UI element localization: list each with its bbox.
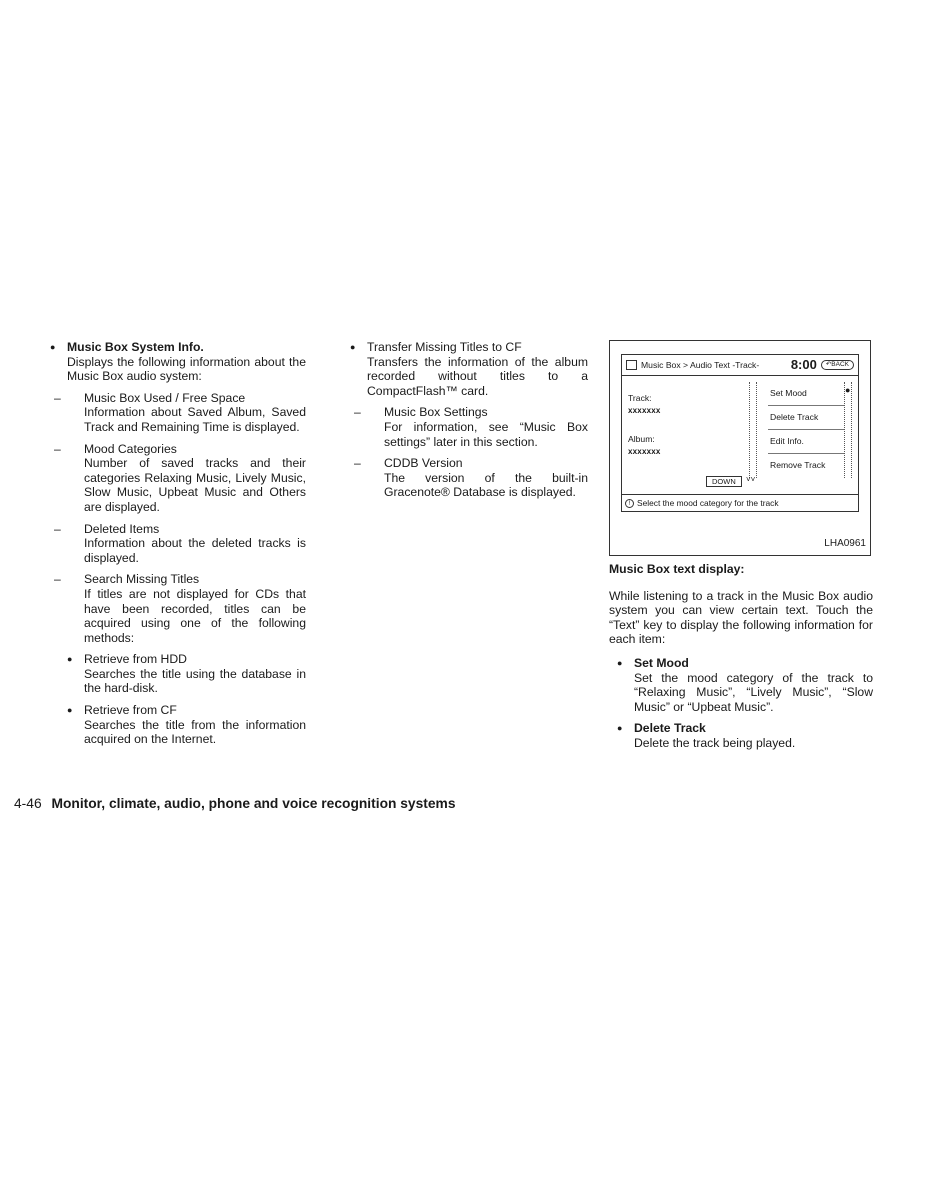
dash-mark: – [54, 390, 61, 405]
screen-menu [768, 382, 844, 477]
page-footer [14, 797, 456, 812]
dash-item-desc: The version of the built-in Gracenote® Database is displayed. [384, 470, 588, 500]
dash-item-desc: For information, see “Music Box settings” later in this section. [384, 419, 588, 449]
track-info [628, 393, 661, 460]
album-label: Album: [628, 434, 655, 444]
sub-bullet-desc: Searches the title using the database in the hard-disk. [84, 666, 306, 696]
figure-code: LHA0961 [824, 538, 866, 550]
page-number: 4-46 [14, 796, 42, 811]
scroll-divider [749, 382, 757, 478]
bullet-desc: Set the mood category of the track to “Relaxing Music”, “Lively Music”, “Slow Music” or “Upbeat Music”. [634, 670, 873, 714]
info-icon: ! [625, 499, 634, 508]
sub-bullet-desc: Searches the title from the information acquired on the Internet. [84, 717, 306, 747]
double-chevron-down-icon: ˅˅ [746, 475, 756, 484]
music-box-screen-figure [609, 340, 871, 556]
menu-item-delete-track[interactable]: Delete Track [768, 406, 844, 430]
menu-scrollbar[interactable] [844, 382, 852, 478]
system-info-desc: Displays the following information about the Music Box audio system: [67, 354, 306, 384]
music-box-icon [626, 360, 637, 370]
dash-item-used-free-space [50, 391, 306, 435]
status-text: Select the mood category for the track [637, 498, 779, 508]
dash-item-desc: Information about the deleted tracks is displayed. [84, 536, 306, 565]
screen-title: Music Box > Audio Text -Track- [641, 360, 760, 370]
down-button[interactable]: DOWN [706, 476, 742, 487]
bullet-desc: Delete the track being played. [634, 735, 796, 750]
dash-mark: – [54, 572, 61, 587]
bullet-system-info [50, 340, 306, 384]
clock-time: 8:00 [790, 357, 817, 372]
column-left [50, 340, 306, 754]
dash-item-desc: Number of saved tracks and their categories Relaxing Music, Lively Music, Slow Music, Upbeat Music and Others are displayed. [84, 456, 306, 514]
sub-bullet-retrieve-hdd [67, 652, 306, 696]
sub-bullet-retrieve-cf [67, 703, 306, 747]
dash-item-desc: Information about Saved Album, Saved Track and Remaining Time is displayed. [84, 405, 306, 434]
dash-item-mood-categories [50, 442, 306, 515]
bullet-delete-track [617, 721, 873, 750]
menu-item-remove-track[interactable]: Remove Track [770, 460, 826, 470]
dash-mark: – [354, 456, 361, 471]
bullet-title: ● Set Mood [634, 655, 689, 670]
column-right [609, 340, 873, 758]
track-label: Track: [628, 393, 652, 403]
screen-status-bar [622, 494, 858, 511]
dash-item-title: Search Missing Titles [84, 572, 200, 587]
bullet-desc: Transfers the information of the album recorded without titles to a CompactFlash™ card. [367, 354, 588, 398]
scroll-knob-icon: ● [845, 385, 851, 395]
track-value: xxxxxxx [628, 406, 661, 415]
sub-bullet-title: ● Retrieve from CF [84, 703, 177, 718]
bullet-set-mood [617, 656, 873, 714]
dash-item-deleted-items [50, 522, 306, 566]
dash-item-desc: If titles are not displayed for CDs that have been recorded, titles can be acquired using one of the following methods: [84, 586, 306, 645]
figure-caption: Music Box text display: [609, 562, 745, 576]
bullet-title: ● Transfer Missing Titles to CF [367, 340, 522, 354]
sub-bullet-title: ● Retrieve from HDD [84, 652, 187, 667]
dash-mark: – [54, 441, 61, 456]
dash-item-title: CDDB Version [384, 456, 463, 471]
bullet-title: ● Delete Track [634, 721, 706, 736]
dash-item-cddb-version [350, 456, 588, 500]
dash-item-title: Music Box Used / Free Space [84, 390, 246, 405]
album-value: xxxxxxx [628, 447, 661, 456]
dash-mark: – [354, 405, 361, 420]
dash-item-title: Mood Categories [84, 441, 177, 456]
dash-item-search-missing-titles [50, 572, 306, 645]
dash-mark: – [54, 521, 61, 536]
screen-header [622, 355, 858, 376]
column-middle [350, 340, 588, 507]
back-button[interactable] [821, 360, 854, 370]
menu-item-edit-info[interactable]: Edit Info. [768, 430, 844, 454]
back-arrow-icon: ↶ [825, 361, 832, 368]
menu-item-set-mood[interactable]: Set Mood [768, 382, 844, 406]
dash-item-music-box-settings [350, 405, 588, 449]
back-label: BACK [831, 361, 849, 368]
system-info-title: ● Music Box System Info. [67, 340, 204, 354]
nav-screen [621, 354, 859, 512]
dash-item-title: Music Box Settings [384, 405, 488, 420]
bullet-transfer-missing-titles [350, 340, 588, 398]
intro-paragraph: While listening to a track in the Music Box audio system you can view certain text. Touch the “Text” key to display the following information for each item: [609, 588, 873, 647]
section-title: Monitor, climate, audio, phone and voice recognition systems [51, 796, 456, 811]
dash-item-title: Deleted Items [84, 521, 160, 536]
